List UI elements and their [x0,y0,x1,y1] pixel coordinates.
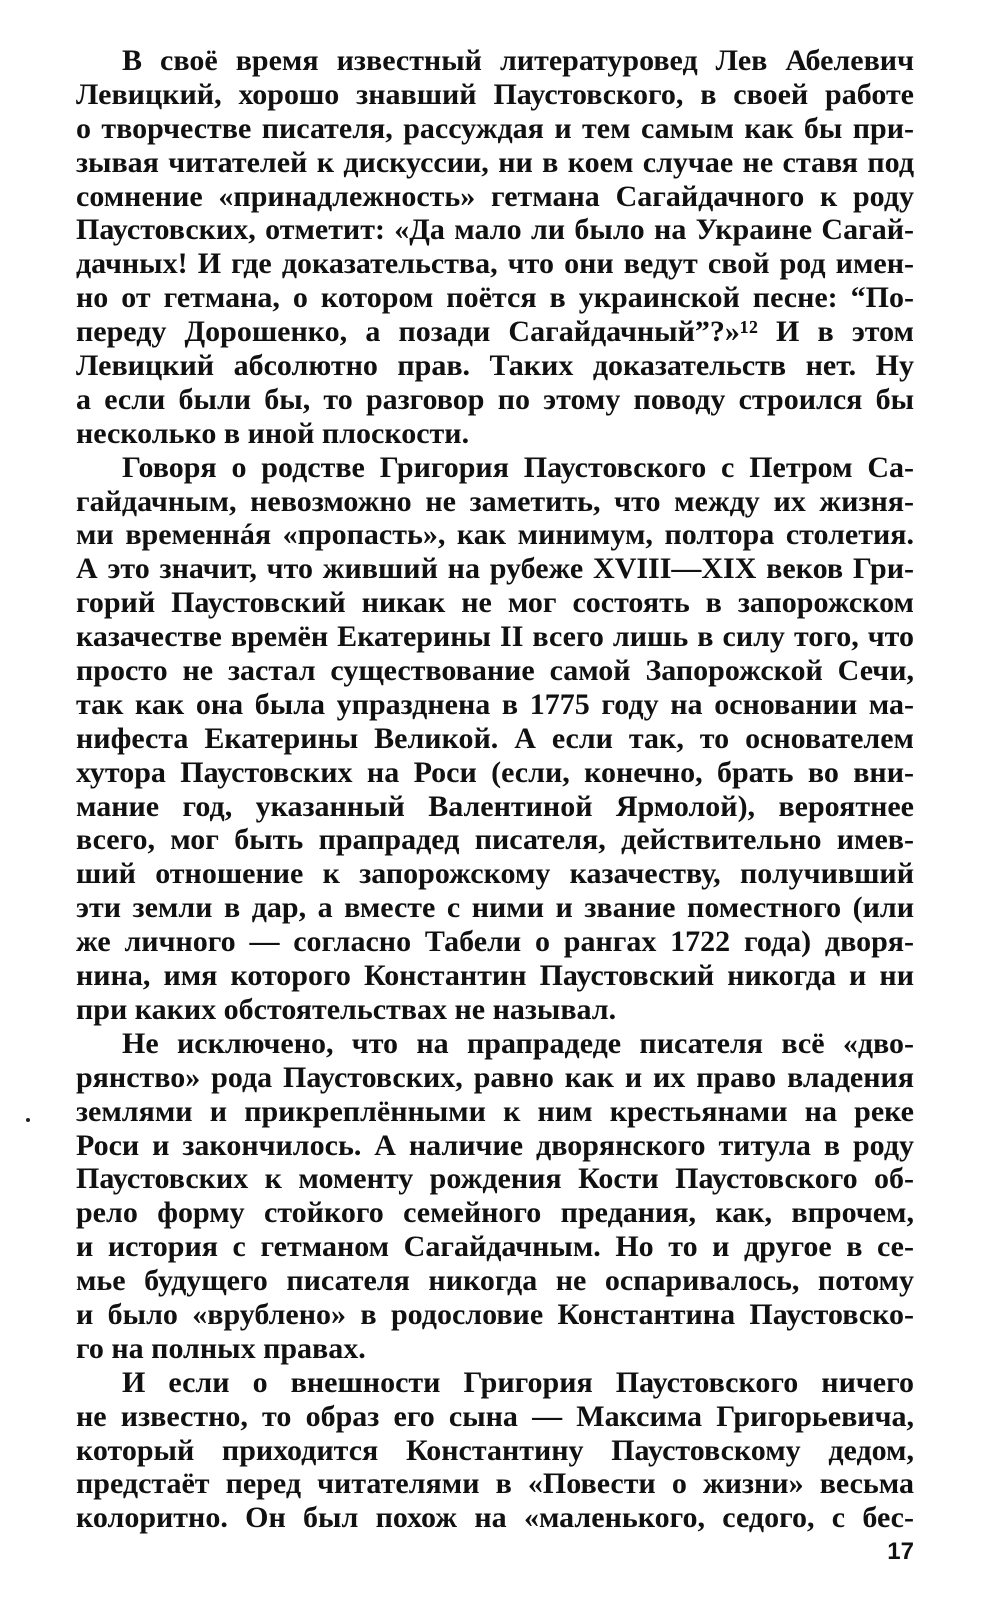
text-line: просто не застал существование самой Запорожской Сечи, [76,654,914,688]
text-line: но от гетмана, о котором поётся в украинской песне: “По- [76,281,914,315]
text-line: землями и прикреплёнными к ним крестьянами на реке [76,1094,914,1128]
text-line: предстаёт перед читателями в «Повести о жизни» весьма [76,1467,914,1501]
text-line: Не исключено, что на прапрадеде писателя всё «дво- [122,1026,914,1060]
body-text [76,44,914,1535]
text-line: и было «врублено» в родословие Константина Паустовско- [76,1297,914,1331]
text-line: нина, имя которого Константин Паустовский никогда и ни [76,959,914,993]
text-line: А это значит, что живший на рубеже XVIII—XIX веков Гри- [76,552,914,586]
text-line: и история с гетманом Сагайдачным. Но то и другое в се- [76,1230,914,1264]
text-line: колоритно. Он был похож на «маленького, седого, с бес- [76,1501,914,1535]
text-line: гайдачным, невозможно не заметить, что между их жизня- [76,484,914,518]
page-number: 17 [887,1538,914,1565]
text-line: а если были бы, то разговор по этому поводу строился бы [76,382,914,416]
text-line: рело форму стойкого семейного предания, как, впрочем, [76,1196,914,1230]
text-line: нифеста Екатерины Великой. А если так, то основателем [76,721,914,755]
text-line: горий Паустовский никак не мог состоять в запорожском [76,586,914,620]
text-line: В своё время известный литературовед Лев Абелевич [122,44,914,77]
text-line: Паустовских к моменту рождения Кости Паустовского об- [76,1162,914,1196]
text-line: несколько в иной плоскости. [76,416,470,450]
text-line: Левицкий, хорошо знавший Паустовского, в своей работе [76,77,914,111]
text-line: ми временнáя «пропасть», как минимум, полтора столетия. [76,518,914,552]
text-line: который приходится Константину Паустовскому дедом, [76,1433,914,1467]
text-line: же личного — согласно Табели о рангах 1722 года) дворя- [76,925,914,959]
text-line: мание год, указанный Валентиной Ярмолой), вероятнее [76,789,914,823]
text-line: при каких обстоятельствах не называл. [76,992,617,1026]
text-line: го на полных правах. [76,1331,366,1365]
scan-speck [26,1118,30,1122]
text-line: ший отношение к запорожскому казачеству, получивший [76,857,914,891]
text-line: хутора Паустовских на Роси (если, конечно, брать во вни- [76,755,914,789]
text-line: не известно, то образ его сына — Максима Григорьевича, [76,1399,914,1433]
text-line: Говоря о родстве Григория Паустовского с Петром Са- [122,450,914,484]
text-line: всего, мог быть прапрадед писателя, действительно имев- [76,823,914,857]
text-line: дачных! И где доказательства, что они ведут свой род имен- [76,247,914,281]
text-line: сомнение «принадлежность» гетмана Сагайдачного к роду [76,179,914,213]
text-line: Паустовских, отметит: «Да мало ли было на Украине Сагай- [76,213,914,247]
text-line: Роси и закончилось. А наличие дворянского титула в роду [76,1128,914,1162]
text-line: эти земли в дар, а вместе с ними и звание поместного (или [76,891,914,925]
text-line: И если о внешности Григория Паустовского ничего [122,1365,914,1399]
text-line: о творчестве писателя, рассуждая и тем самым как бы при- [76,111,914,145]
text-line: Левицкий абсолютно прав. Таких доказательств нет. Ну [76,349,914,383]
text-line: так как она была упразднена в 1775 году на основании ма- [76,687,914,721]
text-line: мье будущего писателя никогда не оспаривалось, потому [76,1264,914,1298]
text-line: зывая читателей к дискуссии, ни в коем случае не ставя под [76,145,914,179]
text-line: рянство» рода Паустовских, равно как и их право владения [76,1060,914,1094]
text-line: переду Дорошенко, а позади Сагайдачный”?»¹² И в этом [76,315,914,349]
text-line: казачестве времён Екатерины II всего лишь в силу того, что [76,620,914,654]
